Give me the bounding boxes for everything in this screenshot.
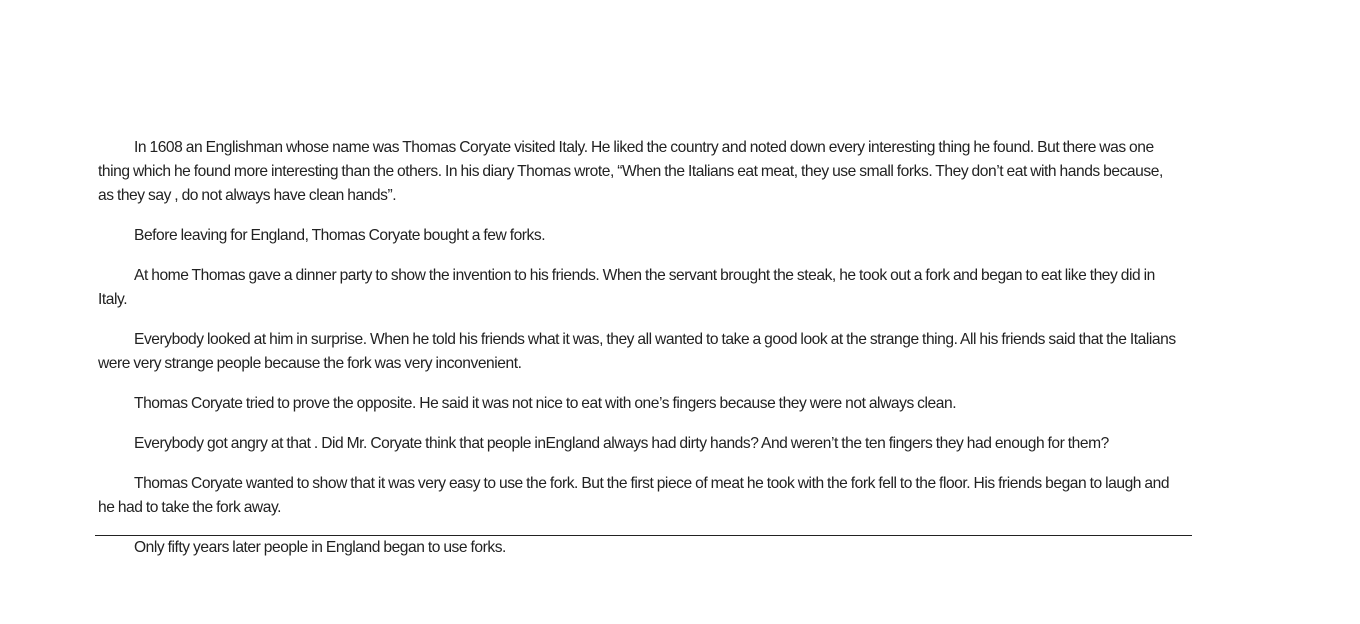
- paragraph: In 1608 an Englishman whose name was Thomas Coryate visited Italy. He liked the country and noted down every interesting thing he found. But there was one thing which he found more interesting than the others. In his diary Thomas wrote, “When the Italians eat meat, they use small forks. They don’t eat with hands because, as they say , do not always have clean hands”.: [98, 139, 1163, 204]
- horizontal-rule: [95, 535, 1192, 536]
- paragraph: Everybody looked at him in surprise. When he told his friends what it was, they all wanted to take a good look at the strange thing. All his friends said that the Italians were very strange people because the fork was very inconvenient.: [98, 331, 1176, 372]
- paragraph: Thomas Coryate tried to prove the opposite. He said it was not nice to eat with one’s fingers because they were not always clean.: [134, 395, 957, 412]
- paragraph: Thomas Coryate wanted to show that it was very easy to use the fork. But the first piece of meat he took with the fork fell to the floor. His friends began to laugh and he had to take the fork away.: [98, 475, 1170, 516]
- paragraph: Before leaving for England, Thomas Coryate bought a few forks.: [134, 227, 546, 244]
- paragraph: Everybody got angry at that . Did Mr. Coryate think that people inEngland always had dirty hands? And weren’t the ten fingers they had enough for them?: [134, 435, 1109, 452]
- document-body: [98, 136, 1176, 560]
- paragraph: Only fifty years later people in England began to use forks.: [134, 539, 506, 556]
- paragraph: At home Thomas gave a dinner party to show the invention to his friends. When the servant brought the steak, he took out a fork and began to eat like they did in Italy.: [98, 267, 1155, 308]
